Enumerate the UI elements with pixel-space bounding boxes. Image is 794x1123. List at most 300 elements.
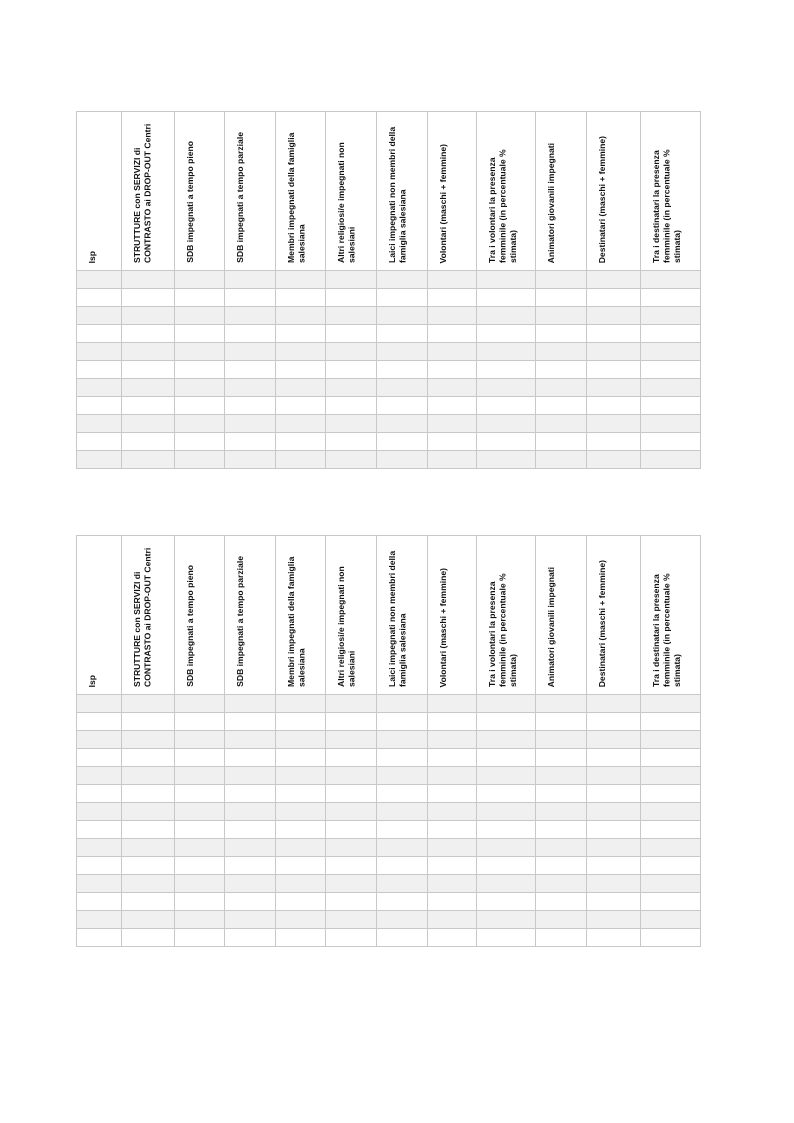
table-cell[interactable]: [587, 433, 641, 451]
table-cell[interactable]: [477, 343, 536, 361]
table-cell[interactable]: [276, 307, 326, 325]
table-cell[interactable]: [77, 875, 122, 893]
table-cell[interactable]: [587, 415, 641, 433]
table-cell[interactable]: [77, 307, 122, 325]
table-cell[interactable]: [326, 731, 377, 749]
table-cell[interactable]: [587, 307, 641, 325]
table-cell[interactable]: [225, 361, 276, 379]
table-cell[interactable]: [77, 361, 122, 379]
table-cell[interactable]: [536, 929, 587, 947]
table-cell[interactable]: [225, 767, 276, 785]
table-cell[interactable]: [326, 271, 377, 289]
table-cell[interactable]: [536, 271, 587, 289]
table-cell[interactable]: [477, 415, 536, 433]
table-cell[interactable]: [477, 361, 536, 379]
table-cell[interactable]: [77, 785, 122, 803]
table-cell[interactable]: [326, 839, 377, 857]
table-cell[interactable]: [77, 803, 122, 821]
table-cell[interactable]: [477, 821, 536, 839]
table-cell[interactable]: [122, 749, 175, 767]
table-cell[interactable]: [536, 451, 587, 469]
table-cell[interactable]: [326, 307, 377, 325]
table-cell[interactable]: [641, 785, 701, 803]
table-cell[interactable]: [77, 397, 122, 415]
table-cell[interactable]: [377, 893, 428, 911]
table-cell[interactable]: [536, 821, 587, 839]
table-cell[interactable]: [326, 821, 377, 839]
table-cell[interactable]: [477, 767, 536, 785]
table-cell[interactable]: [587, 839, 641, 857]
table-cell[interactable]: [428, 731, 477, 749]
table-cell[interactable]: [326, 325, 377, 343]
table-cell[interactable]: [77, 325, 122, 343]
table-cell[interactable]: [587, 289, 641, 307]
table-cell[interactable]: [276, 875, 326, 893]
table-cell[interactable]: [641, 893, 701, 911]
table-cell[interactable]: [587, 695, 641, 713]
table-cell[interactable]: [377, 911, 428, 929]
table-cell[interactable]: [175, 911, 225, 929]
table-cell[interactable]: [225, 839, 276, 857]
table-cell[interactable]: [428, 857, 477, 875]
table-cell[interactable]: [175, 731, 225, 749]
table-cell[interactable]: [175, 857, 225, 875]
table-cell[interactable]: [122, 325, 175, 343]
table-cell[interactable]: [377, 857, 428, 875]
table-cell[interactable]: [326, 289, 377, 307]
table-cell[interactable]: [536, 695, 587, 713]
table-cell[interactable]: [122, 379, 175, 397]
table-cell[interactable]: [225, 379, 276, 397]
table-cell[interactable]: [122, 785, 175, 803]
table-cell[interactable]: [477, 307, 536, 325]
table-cell[interactable]: [536, 289, 587, 307]
table-cell[interactable]: [377, 433, 428, 451]
table-cell[interactable]: [641, 361, 701, 379]
table-cell[interactable]: [641, 451, 701, 469]
table-cell[interactable]: [428, 839, 477, 857]
table-cell[interactable]: [225, 731, 276, 749]
table-cell[interactable]: [175, 379, 225, 397]
table-cell[interactable]: [122, 839, 175, 857]
table-cell[interactable]: [276, 749, 326, 767]
table-cell[interactable]: [641, 767, 701, 785]
table-cell[interactable]: [276, 785, 326, 803]
table-cell[interactable]: [326, 379, 377, 397]
table-cell[interactable]: [428, 929, 477, 947]
table-cell[interactable]: [122, 397, 175, 415]
table-cell[interactable]: [225, 695, 276, 713]
table-cell[interactable]: [276, 713, 326, 731]
table-cell[interactable]: [77, 749, 122, 767]
table-cell[interactable]: [377, 415, 428, 433]
table-cell[interactable]: [77, 839, 122, 857]
table-cell[interactable]: [122, 713, 175, 731]
table-cell[interactable]: [536, 343, 587, 361]
table-cell[interactable]: [641, 713, 701, 731]
table-cell[interactable]: [536, 361, 587, 379]
table-cell[interactable]: [377, 361, 428, 379]
table-cell[interactable]: [428, 361, 477, 379]
table-cell[interactable]: [276, 289, 326, 307]
table-cell[interactable]: [477, 857, 536, 875]
table-cell[interactable]: [641, 821, 701, 839]
table-cell[interactable]: [428, 875, 477, 893]
table-cell[interactable]: [377, 803, 428, 821]
table-cell[interactable]: [477, 929, 536, 947]
table-cell[interactable]: [477, 325, 536, 343]
table-cell[interactable]: [536, 893, 587, 911]
table-cell[interactable]: [477, 731, 536, 749]
table-cell[interactable]: [428, 713, 477, 731]
table-cell[interactable]: [326, 451, 377, 469]
table-cell[interactable]: [122, 415, 175, 433]
table-cell[interactable]: [428, 433, 477, 451]
table-cell[interactable]: [175, 361, 225, 379]
table-cell[interactable]: [175, 695, 225, 713]
table-cell[interactable]: [175, 271, 225, 289]
table-cell[interactable]: [477, 839, 536, 857]
table-cell[interactable]: [326, 397, 377, 415]
table-cell[interactable]: [175, 785, 225, 803]
table-cell[interactable]: [276, 361, 326, 379]
table-cell[interactable]: [641, 379, 701, 397]
table-cell[interactable]: [377, 749, 428, 767]
table-cell[interactable]: [377, 731, 428, 749]
table-cell[interactable]: [587, 731, 641, 749]
table-cell[interactable]: [225, 307, 276, 325]
table-cell[interactable]: [326, 803, 377, 821]
table-cell[interactable]: [641, 695, 701, 713]
table-cell[interactable]: [122, 433, 175, 451]
table-cell[interactable]: [587, 857, 641, 875]
table-cell[interactable]: [122, 695, 175, 713]
table-cell[interactable]: [377, 839, 428, 857]
table-cell[interactable]: [326, 433, 377, 451]
table-cell[interactable]: [641, 397, 701, 415]
table-cell[interactable]: [428, 415, 477, 433]
table-cell[interactable]: [326, 893, 377, 911]
table-cell[interactable]: [175, 803, 225, 821]
table-cell[interactable]: [225, 433, 276, 451]
table-cell[interactable]: [377, 451, 428, 469]
table-cell[interactable]: [175, 307, 225, 325]
table-cell[interactable]: [122, 343, 175, 361]
table-cell[interactable]: [225, 271, 276, 289]
table-cell[interactable]: [122, 929, 175, 947]
table-cell[interactable]: [175, 821, 225, 839]
table-cell[interactable]: [536, 379, 587, 397]
table-cell[interactable]: [122, 767, 175, 785]
table-cell[interactable]: [276, 839, 326, 857]
table-cell[interactable]: [428, 289, 477, 307]
table-cell[interactable]: [536, 911, 587, 929]
table-cell[interactable]: [428, 397, 477, 415]
table-cell[interactable]: [77, 289, 122, 307]
table-cell[interactable]: [276, 803, 326, 821]
table-cell[interactable]: [377, 821, 428, 839]
table-cell[interactable]: [225, 875, 276, 893]
table-cell[interactable]: [326, 767, 377, 785]
table-cell[interactable]: [77, 767, 122, 785]
table-cell[interactable]: [225, 289, 276, 307]
table-cell[interactable]: [536, 397, 587, 415]
table-cell[interactable]: [587, 361, 641, 379]
table-cell[interactable]: [326, 929, 377, 947]
table-cell[interactable]: [77, 695, 122, 713]
table-cell[interactable]: [122, 307, 175, 325]
table-cell[interactable]: [587, 397, 641, 415]
table-cell[interactable]: [77, 451, 122, 469]
table-cell[interactable]: [641, 839, 701, 857]
table-cell[interactable]: [641, 803, 701, 821]
table-cell[interactable]: [326, 857, 377, 875]
table-cell[interactable]: [175, 343, 225, 361]
table-cell[interactable]: [225, 397, 276, 415]
table-cell[interactable]: [587, 893, 641, 911]
table-cell[interactable]: [536, 433, 587, 451]
table-cell[interactable]: [536, 839, 587, 857]
table-cell[interactable]: [428, 271, 477, 289]
table-cell[interactable]: [587, 803, 641, 821]
table-cell[interactable]: [477, 379, 536, 397]
table-cell[interactable]: [122, 911, 175, 929]
table-cell[interactable]: [326, 875, 377, 893]
table-cell[interactable]: [122, 731, 175, 749]
table-cell[interactable]: [326, 749, 377, 767]
table-cell[interactable]: [276, 343, 326, 361]
table-cell[interactable]: [77, 271, 122, 289]
table-cell[interactable]: [641, 911, 701, 929]
table-cell[interactable]: [122, 857, 175, 875]
table-cell[interactable]: [428, 767, 477, 785]
table-cell[interactable]: [175, 325, 225, 343]
table-cell[interactable]: [276, 929, 326, 947]
table-cell[interactable]: [276, 821, 326, 839]
table-cell[interactable]: [377, 379, 428, 397]
table-cell[interactable]: [641, 929, 701, 947]
table-cell[interactable]: [225, 785, 276, 803]
table-cell[interactable]: [377, 929, 428, 947]
table-cell[interactable]: [175, 397, 225, 415]
table-cell[interactable]: [428, 343, 477, 361]
table-cell[interactable]: [175, 289, 225, 307]
table-cell[interactable]: [536, 857, 587, 875]
table-cell[interactable]: [225, 749, 276, 767]
table-cell[interactable]: [276, 415, 326, 433]
table-cell[interactable]: [641, 415, 701, 433]
table-cell[interactable]: [536, 307, 587, 325]
table-cell[interactable]: [225, 343, 276, 361]
table-cell[interactable]: [77, 731, 122, 749]
table-cell[interactable]: [536, 415, 587, 433]
table-cell[interactable]: [477, 749, 536, 767]
table-cell[interactable]: [122, 271, 175, 289]
table-cell[interactable]: [175, 893, 225, 911]
table-cell[interactable]: [276, 433, 326, 451]
table-cell[interactable]: [641, 731, 701, 749]
table-cell[interactable]: [536, 875, 587, 893]
table-cell[interactable]: [477, 433, 536, 451]
table-cell[interactable]: [77, 713, 122, 731]
table-cell[interactable]: [536, 749, 587, 767]
table-cell[interactable]: [175, 929, 225, 947]
table-cell[interactable]: [428, 325, 477, 343]
table-cell[interactable]: [175, 839, 225, 857]
table-cell[interactable]: [225, 451, 276, 469]
table-cell[interactable]: [377, 875, 428, 893]
table-cell[interactable]: [276, 911, 326, 929]
table-cell[interactable]: [587, 713, 641, 731]
table-cell[interactable]: [587, 911, 641, 929]
table-cell[interactable]: [377, 397, 428, 415]
table-cell[interactable]: [587, 451, 641, 469]
table-cell[interactable]: [77, 857, 122, 875]
table-cell[interactable]: [276, 695, 326, 713]
table-cell[interactable]: [536, 325, 587, 343]
table-cell[interactable]: [536, 731, 587, 749]
table-cell[interactable]: [276, 325, 326, 343]
table-cell[interactable]: [377, 271, 428, 289]
table-cell[interactable]: [122, 361, 175, 379]
table-cell[interactable]: [477, 397, 536, 415]
table-cell[interactable]: [428, 379, 477, 397]
table-cell[interactable]: [536, 767, 587, 785]
table-cell[interactable]: [587, 271, 641, 289]
table-cell[interactable]: [326, 785, 377, 803]
table-cell[interactable]: [377, 343, 428, 361]
table-cell[interactable]: [77, 893, 122, 911]
table-cell[interactable]: [477, 289, 536, 307]
table-cell[interactable]: [326, 713, 377, 731]
table-cell[interactable]: [428, 749, 477, 767]
table-cell[interactable]: [428, 451, 477, 469]
table-cell[interactable]: [377, 325, 428, 343]
table-cell[interactable]: [587, 325, 641, 343]
table-cell[interactable]: [225, 857, 276, 875]
table-cell[interactable]: [377, 767, 428, 785]
table-cell[interactable]: [641, 875, 701, 893]
table-cell[interactable]: [175, 433, 225, 451]
table-cell[interactable]: [377, 307, 428, 325]
table-cell[interactable]: [641, 289, 701, 307]
table-cell[interactable]: [641, 857, 701, 875]
table-cell[interactable]: [536, 713, 587, 731]
table-cell[interactable]: [477, 451, 536, 469]
table-cell[interactable]: [122, 893, 175, 911]
table-cell[interactable]: [225, 929, 276, 947]
table-cell[interactable]: [77, 433, 122, 451]
table-cell[interactable]: [77, 929, 122, 947]
table-cell[interactable]: [276, 397, 326, 415]
table-cell[interactable]: [428, 911, 477, 929]
table-cell[interactable]: [77, 821, 122, 839]
table-cell[interactable]: [326, 415, 377, 433]
table-cell[interactable]: [641, 307, 701, 325]
table-cell[interactable]: [225, 713, 276, 731]
table-cell[interactable]: [587, 929, 641, 947]
table-cell[interactable]: [641, 325, 701, 343]
table-cell[interactable]: [225, 415, 276, 433]
table-cell[interactable]: [587, 343, 641, 361]
table-cell[interactable]: [175, 415, 225, 433]
table-cell[interactable]: [326, 343, 377, 361]
table-cell[interactable]: [536, 803, 587, 821]
table-cell[interactable]: [122, 289, 175, 307]
table-cell[interactable]: [587, 767, 641, 785]
table-cell[interactable]: [225, 325, 276, 343]
table-cell[interactable]: [477, 875, 536, 893]
table-cell[interactable]: [122, 821, 175, 839]
table-cell[interactable]: [276, 767, 326, 785]
table-cell[interactable]: [641, 343, 701, 361]
table-cell[interactable]: [122, 803, 175, 821]
table-cell[interactable]: [77, 415, 122, 433]
table-cell[interactable]: [428, 893, 477, 911]
table-cell[interactable]: [587, 875, 641, 893]
table-cell[interactable]: [536, 785, 587, 803]
table-cell[interactable]: [326, 911, 377, 929]
table-cell[interactable]: [122, 451, 175, 469]
table-cell[interactable]: [428, 307, 477, 325]
table-cell[interactable]: [276, 379, 326, 397]
table-cell[interactable]: [377, 695, 428, 713]
table-cell[interactable]: [175, 713, 225, 731]
table-cell[interactable]: [477, 785, 536, 803]
table-cell[interactable]: [377, 289, 428, 307]
table-cell[interactable]: [225, 803, 276, 821]
table-cell[interactable]: [77, 343, 122, 361]
table-cell[interactable]: [377, 713, 428, 731]
table-cell[interactable]: [225, 821, 276, 839]
table-cell[interactable]: [641, 271, 701, 289]
table-cell[interactable]: [276, 451, 326, 469]
table-cell[interactable]: [175, 875, 225, 893]
table-cell[interactable]: [587, 379, 641, 397]
table-cell[interactable]: [477, 893, 536, 911]
table-cell[interactable]: [377, 785, 428, 803]
table-cell[interactable]: [428, 803, 477, 821]
table-cell[interactable]: [276, 731, 326, 749]
table-cell[interactable]: [326, 695, 377, 713]
table-cell[interactable]: [276, 271, 326, 289]
table-cell[interactable]: [477, 271, 536, 289]
table-cell[interactable]: [641, 433, 701, 451]
table-cell[interactable]: [477, 713, 536, 731]
table-cell[interactable]: [77, 379, 122, 397]
table-cell[interactable]: [641, 749, 701, 767]
table-cell[interactable]: [428, 695, 477, 713]
table-cell[interactable]: [428, 821, 477, 839]
table-cell[interactable]: [587, 785, 641, 803]
table-cell[interactable]: [276, 857, 326, 875]
table-cell[interactable]: [428, 785, 477, 803]
table-cell[interactable]: [175, 767, 225, 785]
table-cell[interactable]: [175, 749, 225, 767]
table-cell[interactable]: [477, 911, 536, 929]
table-cell[interactable]: [477, 695, 536, 713]
table-cell[interactable]: [326, 361, 377, 379]
table-cell[interactable]: [225, 893, 276, 911]
table-cell[interactable]: [225, 911, 276, 929]
table-cell[interactable]: [587, 821, 641, 839]
table-cell[interactable]: [175, 451, 225, 469]
table-cell[interactable]: [122, 875, 175, 893]
table-cell[interactable]: [77, 911, 122, 929]
table-cell[interactable]: [276, 893, 326, 911]
table-cell[interactable]: [587, 749, 641, 767]
table-cell[interactable]: [477, 803, 536, 821]
